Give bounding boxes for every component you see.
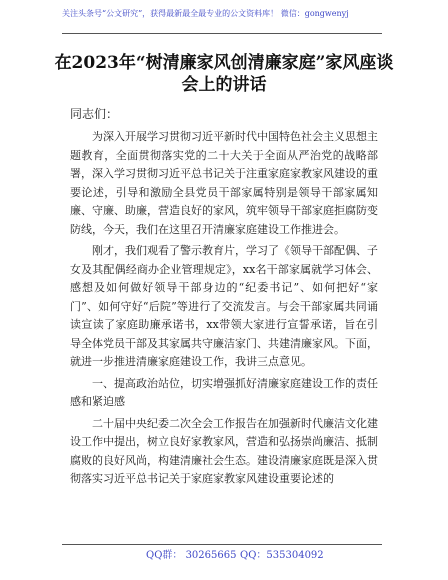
footer-qq-group: QQ群： 30265665 — [146, 550, 237, 561]
paragraph-summary: 刚才，我们观看了警示教育片，学习了《领导干部配偶、子女及其配偶经商办企业管理规定》，xx名干部家属就学习体会、感想及如何做好领导干部身边的“纪委书记”、如何把好“家门”、如何守好“后院”等进行了交流发言。与会干部家属共同诵读宣读了家庭助廉承诺书，xx带领大家进行宣誓承诺，旨在引导全体党员干部及其家属共守廉洁家门、共建清廉家风。下面，就进一步推进清廉家庭建设工作，我讲三点意见。 — [70, 244, 378, 368]
footer-qq: QQ：535304092 — [240, 550, 324, 561]
document-body — [70, 128, 378, 492]
footer-divider — [62, 544, 382, 545]
document-title: 在2023年“树清廉家风创清廉家庭”家风座谈会上的讲话 — [54, 53, 394, 95]
greeting: 同志们： — [70, 107, 119, 121]
header-banner — [0, 0, 448, 40]
header-divider — [62, 33, 382, 34]
banner-text: 关注头条号“公文研究”，获得最新最全最专业的公文资料库！ 微信：gongwenyj — [62, 9, 349, 18]
paragraph-intro: 为深入开展学习贯彻习近平新时代中国特色社会主义思想主题教育，全面贯彻落实党的二十大关于全面从严治党的战略部署，深入学习贯彻习近平总书记关于注重家庭家教家风建设的重要论述，引导和激励全县党员干部家属特别是领导干部家属知廉、守廉、助廉，营造良好的家风，筑牢领导干部家庭拒腐防变防线，今天，我们在这里召开清廉家庭建设工作推进会。 — [70, 130, 378, 236]
footer — [0, 544, 448, 580]
section-heading: 一、提高政治站位，切实增强抓好清廉家庭建设工作的责任感和紧迫感 — [70, 376, 378, 408]
paragraph-section-one: 二十届中央纪委二次全会工作报告在加强新时代廉洁文化建设工作中提出，树立良好家教家风，营造和弘扬崇尚廉洁、抵制腐败的良好风尚，构建清廉社会生态。建设清廉家庭既是深入贯彻落实习近平总书记关于家庭家教家风建设重要论述的 — [70, 416, 378, 485]
